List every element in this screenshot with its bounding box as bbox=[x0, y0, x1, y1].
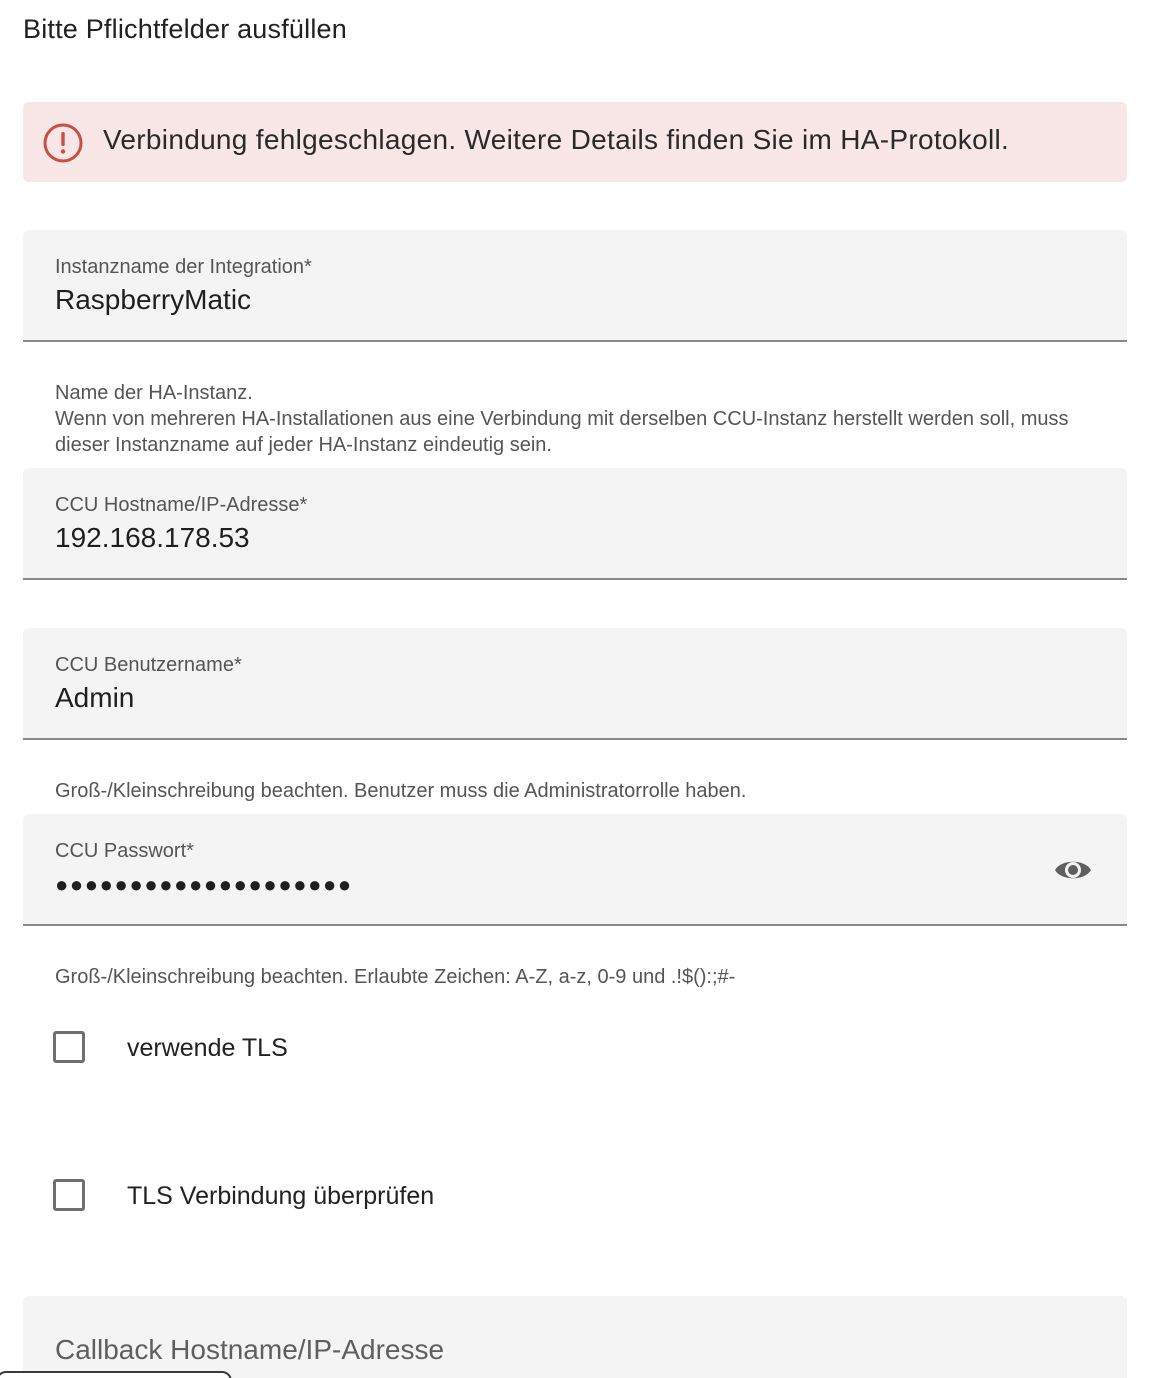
instance-name-helper-line2: Wenn von mehreren HA-Installationen aus eine Verbindung mit derselben CCU-Instanz herstellt werden soll, muss dieser Instanzname auf jeder HA-Instanz eindeutig sein. bbox=[55, 408, 1069, 456]
host-field[interactable] bbox=[23, 468, 1127, 580]
host-label: CCU Hostname/IP-Adresse* bbox=[55, 494, 308, 516]
verify-tls-label[interactable]: TLS Verbindung überprüfen bbox=[127, 1182, 435, 1210]
horizontal-scrollbar[interactable] bbox=[0, 1371, 232, 1378]
password-helper: Groß-/Kleinschreibung beachten. Erlaubte Zeichen: A-Z, a-z, 0-9 und .!$():;#- bbox=[55, 966, 736, 988]
callback-host-field[interactable] bbox=[23, 1296, 1127, 1378]
password-field[interactable] bbox=[23, 814, 1127, 926]
eye-icon[interactable] bbox=[1053, 854, 1093, 886]
username-value[interactable]: Admin bbox=[55, 682, 135, 713]
use-tls-label[interactable]: verwende TLS bbox=[127, 1034, 288, 1062]
error-alert bbox=[23, 102, 1127, 182]
username-field[interactable] bbox=[23, 628, 1127, 740]
form-heading: Bitte Pflichtfelder ausfüllen bbox=[23, 14, 347, 44]
instance-name-field[interactable] bbox=[23, 230, 1127, 342]
error-message: Verbindung fehlgeschlagen. Weitere Details finden Sie im HA-Protokoll. bbox=[103, 124, 1010, 155]
instance-name-value[interactable]: RaspberryMatic bbox=[55, 284, 252, 315]
password-label: CCU Passwort* bbox=[55, 840, 194, 862]
host-value[interactable]: 192.168.178.53 bbox=[55, 522, 250, 553]
callback-host-label: Callback Hostname/IP-Adresse bbox=[55, 1334, 445, 1365]
instance-name-helper-line1: Name der HA-Instanz. bbox=[55, 382, 253, 404]
password-masked-value[interactable]: ●●●●●●●●●●●●●●●●●●●● bbox=[55, 872, 353, 897]
instance-name-label: Instanzname der Integration* bbox=[55, 256, 312, 278]
use-tls-checkbox[interactable] bbox=[53, 1031, 85, 1063]
error-circle-icon bbox=[42, 122, 84, 164]
instance-name-helper bbox=[55, 380, 1115, 458]
username-helper: Groß-/Kleinschreibung beachten. Benutzer muss die Administratorrolle haben. bbox=[55, 780, 747, 802]
verify-tls-checkbox[interactable] bbox=[53, 1179, 85, 1211]
username-label: CCU Benutzername* bbox=[55, 654, 242, 676]
